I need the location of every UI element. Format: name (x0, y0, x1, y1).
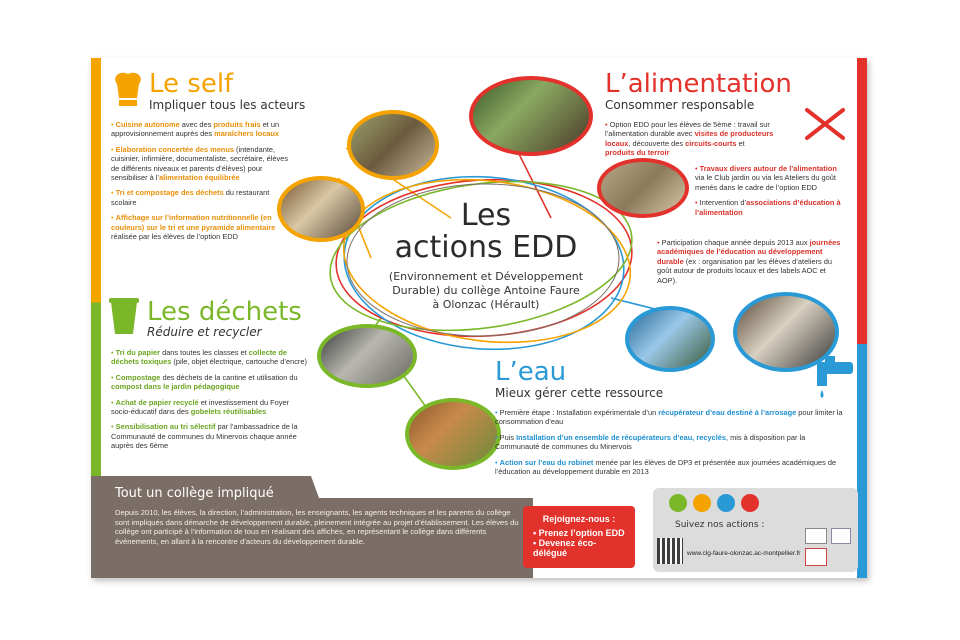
eco-label-logo (805, 548, 827, 566)
eau-p1-t1: Première étape : Installation expérimentale d’un (499, 408, 659, 417)
dechets-p2-t1: des déchets de la cantine et utilisation du (160, 372, 298, 382)
chef-hat-icon (111, 70, 145, 110)
alim-p4-t1: Participation chaque année depuis 2013 aux (661, 238, 810, 247)
self-p4-hl: Affichage sur l’information nutritionnelle (en couleurs) sur le tri et une pyramide alimentaire (111, 213, 276, 232)
eau-tanks-photo (625, 306, 715, 372)
picto-bin-icon (669, 494, 687, 512)
dechets-subtitle: Réduire et recycler (147, 325, 262, 339)
alim-p1-t2: , découverte des (628, 138, 686, 148)
self-p1-t2: et un approvisionnement auprès des (111, 120, 280, 139)
tap-icon (809, 352, 857, 402)
alimentation-text-1 (605, 120, 775, 164)
self-p2-hl: Elaboration concertée des menus (115, 144, 234, 154)
self-p1-hl2: produits frais (213, 120, 261, 129)
college-text: Depuis 2010, les élèves, la direction, l’administration, les enseignants, les agents techniques et les parents du collège sont impliqués dans démarche de développement durable, pleinement intégrée au projet d’établissement. Les élèves du collège ont participé à l’information de tous en réalisant des affiches, en représentant le collège dans différents évènements, en allant à la rencontre d’acteurs du développement durable. (115, 508, 519, 546)
alim-p1-t3: et (736, 138, 745, 148)
self-p1-hl: Cuisine autonome (115, 120, 180, 129)
college-logo (805, 528, 827, 544)
dechets-p4-hl: Sensibilisation au tri sélectif (115, 422, 216, 432)
alimentation-text-2 (695, 164, 847, 223)
alim-p2-t1: via le Club jardin ou via les Ateliers du goût menés dans le cadre de l’option EDD (695, 173, 836, 192)
alimentation-title: L’alimentation (605, 69, 792, 99)
bin-icon (109, 296, 139, 336)
self-p3-t1: du restaurant scolaire (111, 188, 270, 207)
center-subtitle-line2: Durable) du collège Antoine Faure (392, 284, 580, 297)
eau-text (495, 408, 847, 482)
alim-p3-hl: associations d’éducation à l’alimentation (695, 198, 841, 217)
dechets-bins-photo (405, 398, 501, 470)
eau-p3-t1: menée par les élèves de DP3 et présentée aux journées académiques de l’éducation au développement durable en 2013 (495, 457, 837, 477)
dechets-p2-hl: Compostage (115, 372, 161, 382)
eau-p1-hl: récupérateur d’eau destiné à l’arrosage (658, 408, 797, 417)
join-item-eco[interactable]: • Devenez éco-délégué (533, 538, 597, 558)
join-item1-label: Prenez l’option EDD (538, 528, 625, 538)
self-p3-hl: Tri et compostage des déchets (115, 188, 224, 198)
center-title-block (366, 200, 606, 312)
eau-p2-t1: Puis (499, 432, 517, 442)
picto-fork-knife-icon (741, 494, 759, 512)
alim-p1-hl3: produits du terroir (605, 148, 670, 158)
join-item-option[interactable]: • Prenez l’option EDD (533, 528, 625, 538)
eau-p3-hl: Action sur l’eau du robinet (499, 457, 594, 467)
eau-p1-t2: pour limiter la consommation d’eau (495, 408, 843, 427)
poster (91, 58, 867, 578)
qr-code-icon[interactable] (657, 538, 683, 564)
follow-label: Suivez nos actions : (675, 520, 765, 530)
follow-box (653, 488, 858, 572)
alim-p3-t1: Intervention d’ (699, 198, 747, 208)
dechets-p3-hl2: gobelets réutilisables (190, 407, 267, 417)
alim-p2-hl: Travaux divers autour de l’alimentation (699, 164, 837, 173)
eau-title: L’eau (495, 357, 567, 387)
self-text (111, 120, 293, 247)
join-title: Rejoignez-nous : (542, 514, 616, 524)
center-title-line2: actions EDD (394, 230, 578, 265)
center-title-line1: Les (460, 198, 512, 233)
alim-p4-hl: journées académiques de l’éducation au développement durable (657, 238, 841, 266)
alim-p1-hl: visites de producteurs locaux (605, 129, 774, 148)
dechets-p1-hl: Tri du papier (115, 348, 161, 357)
picto-tap-icon (717, 494, 735, 512)
website-link[interactable]: www.clg-faure-olonzac.ac-montpellier.fr (687, 550, 801, 557)
dechets-p3-t1: et investissement du Foyer socio-éducatif dans des (111, 397, 290, 417)
eau-p2-hl: Installation d’un ensemble de récupérateurs d’eau, recyclés (516, 432, 726, 442)
center-subtitle-line3: à Olonzac (Hérault) (432, 298, 540, 311)
dechets-text (111, 348, 307, 457)
dechets-title: Les déchets (147, 297, 302, 327)
dechets-p1-t2: (pile, objet électrique, cartouche d’encre) (171, 357, 307, 367)
alimentation-group-photo (469, 76, 593, 156)
center-subtitle-line1: (Environnement et Développement (388, 270, 584, 283)
self-compost-photo (277, 176, 365, 242)
self-p4-t1: réalisée par les élèves de l’option EDD (111, 232, 238, 242)
self-p2-hl2: alimentation équilibrée (159, 173, 240, 183)
picto-chef-hat-icon (693, 494, 711, 512)
join-box (523, 506, 635, 568)
dechets-p2-hl2: compost dans le jardin pédagogique (111, 382, 240, 392)
partner-logo (831, 528, 851, 544)
self-kitchen-photo (347, 110, 439, 180)
self-title: Le self (149, 69, 234, 99)
dechets-p1-hl2: collecte de déchets toxiques (111, 348, 287, 367)
alimentation-garden-photo (597, 158, 689, 218)
self-p1-t1: avec des (179, 120, 214, 129)
join-item2-label: Devenez éco-délégué (533, 538, 597, 558)
self-p1-hl3: maraîchers locaux (214, 129, 280, 139)
alim-p1-hl2: circuits-courts (685, 138, 737, 148)
alim-p1-t1: Option EDD pour les élèves de 5ème : travail sur l’alimentation durable avec (605, 120, 770, 139)
college-title: Tout un collège impliqué (115, 486, 274, 501)
dechets-p4-t1: par l’ambassadrice de la Communauté de communes du Minervois chaque année auprès des 6ème (111, 422, 298, 451)
self-subtitle: Impliquer tous les acteurs (149, 98, 306, 112)
eau-subtitle: Mieux gérer cette ressource (495, 386, 664, 400)
fork-knife-icon (803, 106, 847, 142)
dechets-p3-hl: Achat de papier recyclé (115, 397, 199, 407)
self-p2-t1: (intendante, cuisinier, infirmière, documentaliste, secrétaire, élèves de différents niveaux et parents d’élèves) pour sensibiliser à l’ (111, 144, 289, 183)
eau-p2-t2: , mis à disposition par la Communauté de communes du Minervois (495, 432, 806, 452)
dechets-p1-t1: dans toutes les classes et (160, 348, 249, 357)
dechets-classroom-photo (317, 324, 417, 388)
alim-p4-t2: (ex : organisation par les élèves d’ateliers du goût autour de produits locaux et des labels AOC et AOP). (657, 256, 833, 285)
alimentation-subtitle: Consommer responsable (605, 98, 755, 112)
alimentation-text-3 (657, 238, 847, 291)
